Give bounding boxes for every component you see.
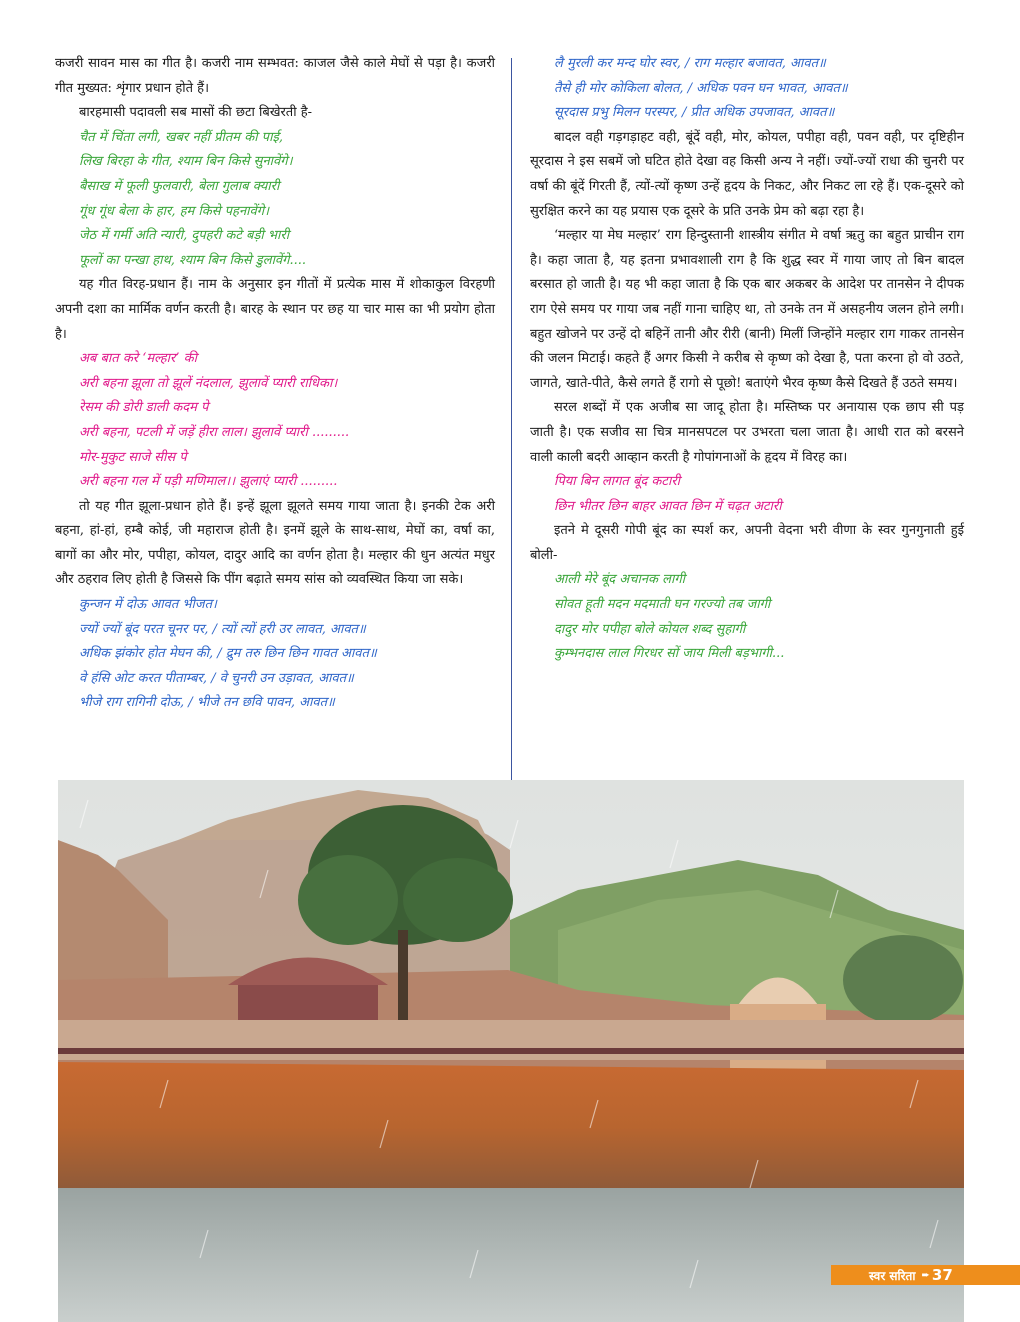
verse-line: अरी बहना, पटली में जड़ें हीरा लाल। झुलावें प्यारी ......... [79,424,350,440]
verse-line: लै मुरली कर मन्द घोर स्वर, / राग मल्हार बजावत, आवत॥ [554,56,826,71]
right-column [530,52,964,667]
verse-block [530,52,964,126]
paragraph: ‘मल्हार या मेघ मल्हार’ राग हिन्दुस्तानी शास्त्रीय संगीत मे वर्षा ऋतु का बहुत प्राचीन राग है। कहा जाता है, यह इतना प्रभावशाली राग है कि शुद्ध स्वर में गाया जाए तो बिन बादल बरसात हो जाती है। यह भी कहा जाता है कि एक बार अकबर के आदेश पर तानसेन ने दीपक राग ऐसे समय पर गाया जब नहीं गाना चाहिए था, तो उनके तन में असहनीय जलन होने लगी। बहुत खोजने पर उन्हें दो बहिनें तानी और रीरी (बानी) मिलीं जिन्होंने मल्हार राग गाकर तानसेन की जलन मिटाई। कहते हैं अगर किसी ने करीब से कृष्ण को देखा है, पता करना हो वो उठते, जागते, खाते-पीते, कैसे लगते हैं रागो से पूछो! बताएंगे भैरव कृष्ण कैसे दिखते हैं उठते समय। [530,228,964,391]
paragraph: सरल शब्दों में एक अजीब सा जादू होता है। मस्तिष्क पर अनायास एक छाप सी पड़ जाती है। एक सजीव सा चित्र मानसपटल पर उभरता चला जाता है। आधी रात को बरसने वाली काली बदरी आव्हान करती है गोपांगनाओं के हृदय में विरह का। [530,400,964,465]
column-divider [511,58,512,780]
verse-block [55,347,495,495]
paragraph: बारहमासी पदावली सब मासों की छटा बिखेरती है- [79,105,312,121]
page-number: 37 [931,1266,953,1284]
arrow-icon: ➨ [921,1269,930,1281]
verse-line: लिख बिरहा के गीत, श्याम बिन किसे सुनावेंगे। [79,154,293,170]
verse-line: अधिक झंकोर होत मेघन की, / द्रुम तरु छिन छिन गावत आवत॥ [79,646,377,662]
verse-line: सूरदास प्रभु मिलन परस्पर, / प्रीत अधिक उपजावत, आवत॥ [554,105,835,121]
verse-line: फूलों का पन्खा हाथ, श्याम बिन किसे डुलावेंगे.... [79,252,307,268]
verse-line: मोर-मुकुट साजे सीस पे [79,449,187,465]
verse-line: कुन्जन में दोऊ आवत भीजत। [79,597,217,613]
monsoon-fort-photo [58,780,964,1322]
verse-line: दादुर मोर पपीहा बोले कोयल शब्द सुहागी [554,621,746,637]
paragraph: तो यह गीत झूला-प्रधान होते हैं। इन्हें झूला झूलते समय गाया जाता है। इनकी टेक अरी बहना, हां-हां, हम्बै कोई, जी महाराज होती है। इनमें झूले के साथ-साथ, मेघों का, वर्षा का, बागों का और मोर, पपीहा, कोयल, दादुर आदि का वर्णन होता है। मल्हार की धुन अत्यंत मधुर और ठहराव लिए होती है जिससे कि पींग बढ़ाते समय सांस को व्यवस्थित किया जा सके। [55,498,495,588]
verse-line: छिन भीतर छिन बाहर आवत छिन में चढ़त अटारी [554,498,782,514]
verse-line: अरी बहना झूला तो झूलें नंदलाल, झुलावें प्यारी राधिका। [79,375,338,391]
verse-line: वे हंसि ओट करत पीताम्बर, / वे चुनरी उन उड़ावत, आवत॥ [79,670,354,686]
verse-line: जेठ में गर्मी अति न्यारी, दुपहरी कटे बड़ी भारी [79,228,290,244]
verse-line: अब बात करे ‘मल्हार’ की [79,351,197,367]
verse-line: अरी बहना गल में पड़ी मणिमाल।। झुलाएं प्यारी ......... [79,474,338,490]
left-column [55,52,495,716]
verse-block [530,470,964,519]
verse-line: गूंध गूंध बेला के हार, हम किसे पहनावेंगे। [79,203,270,219]
verse-line: ज्यों ज्यों बूंद परत चूनर पर, / त्यों त्यों हरी उर लावत, आवत॥ [79,621,366,637]
verse-block [55,126,495,274]
verse-line: आली मेरे बूंद अचानक लागी [554,572,686,588]
verse-line: तैसे ही मोर कोकिला बोलत, / अधिक पवन घन भावत, आवत॥ [554,80,848,96]
rain-fort-illustration [58,780,964,1322]
paragraph: बादल वही गड़गड़ाहट वही, बूंदें वही, मोर, कोयल, पपीहा वही, पवन वही, पर दृष्टिहीन सूरदास ने इस सबमें जो घटित होते देखा वह किसी अन्य ने नहीं। ज्यों-ज्यों राधा की चुनरी पर वर्षा की बूंदें गिरती हैं, त्यों-त्यों कृष्ण उन्हें हृदय के निकट, और निकट ला रहे हैं। एक-दूसरे को सुरक्षित करने का यह प्रयास एक दूसरे के प्रति उनके प्रेम को बढ़ा रहा है। [530,129,964,219]
verse-block [55,593,495,716]
verse-line: पिया बिन लागत बूंद कटारी [554,474,681,490]
verse-line: कुम्भनदास लाल गिरधर सों जाय मिली बड़भागी... [554,646,785,662]
verse-line: बैसाख में फूली फुलवारी, बेला गुलाब क्यारी [79,178,280,194]
paragraph: कजरी सावन मास का गीत है। कजरी नाम सम्भवत: काजल जैसे काले मेघों से पड़ा है। कजरी गीत मुख्यत: शृंगार प्रधान होते हैं। [55,56,495,96]
paragraph: यह गीत विरह-प्रधान हैं। नाम के अनुसार इन गीतों में प्रत्येक मास में शोकाकुल विरहणी अपनी दशा का मार्मिक वर्णन करती है। बारह के स्थान पर छह या चार मास का भी प्रयोग होता है। [55,277,495,342]
verse-line: सोवत हूती मदन मदमाती घन गरज्यो तब जागी [554,597,771,613]
verse-line: रेसम की डोरी डाली कदम पे [79,400,209,416]
verse-line: चैत में चिंता लगी, खबर नहीं प्रीतम की पाई, [79,129,283,145]
verse-line: भीजे राग रागिनी दोऊ, / भीजे तन छवि पावन, आवत॥ [79,695,335,711]
page-footer [831,1265,1020,1285]
magazine-title: स्वर सरिता [869,1268,916,1283]
verse-block [530,568,964,666]
paragraph: इतने मे दूसरी गोपी बूंद का स्पर्श कर, अपनी वेदना भरी वीणा के स्वर गुनगुनाती हुई बोली- [530,523,964,563]
